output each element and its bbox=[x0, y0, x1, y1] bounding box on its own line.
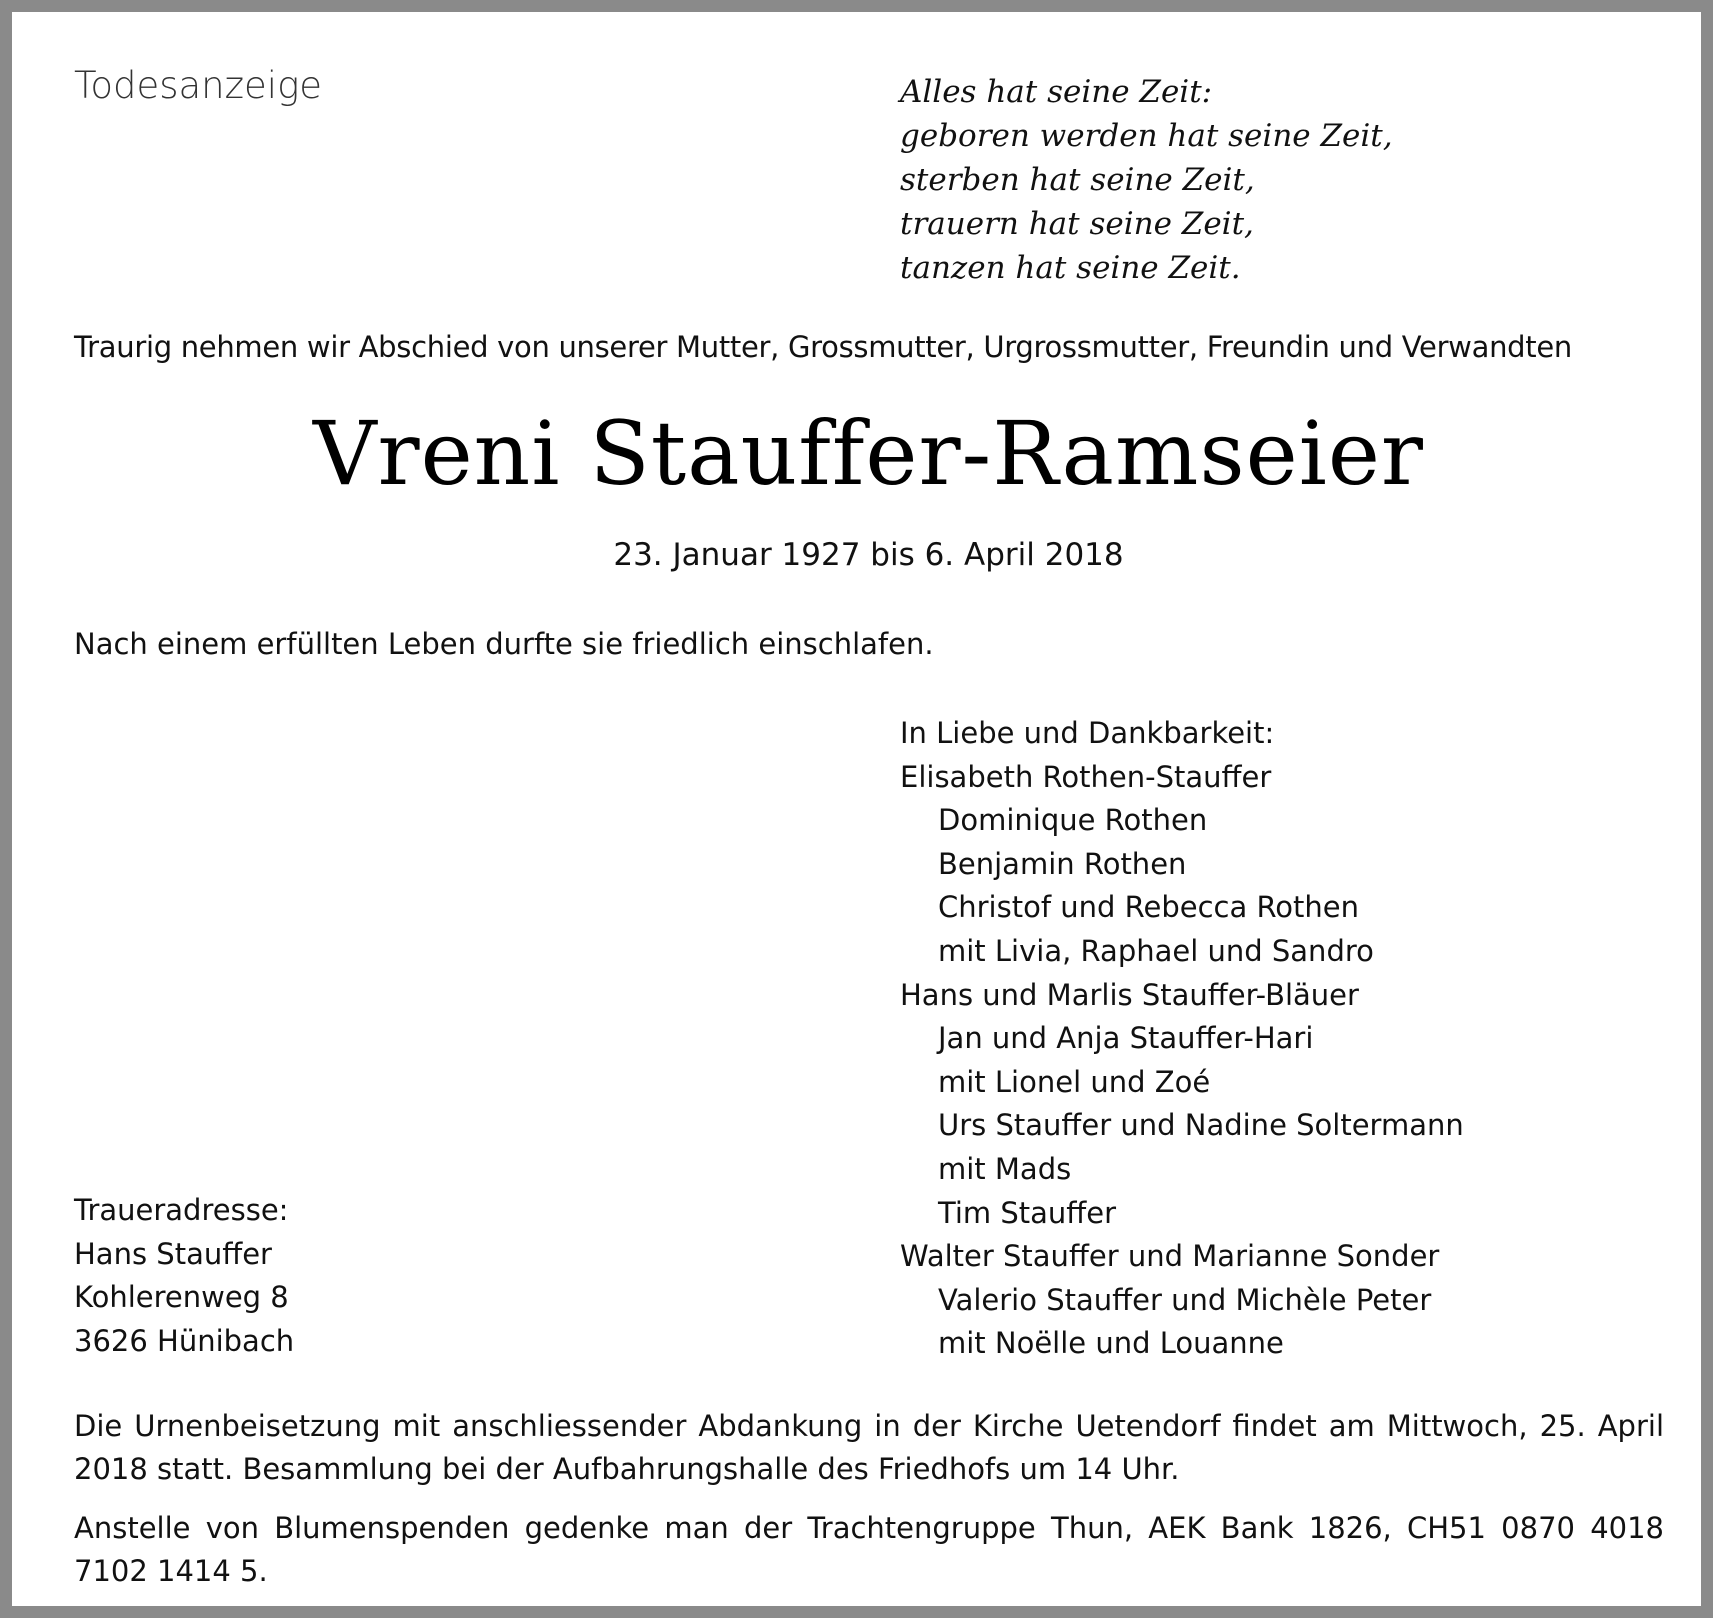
mourner-entry: mit Noëlle und Louanne bbox=[938, 1326, 1284, 1361]
mourner-entry: mit Mads bbox=[938, 1151, 1072, 1186]
poem-line: tanzen hat seine Zeit. bbox=[900, 250, 1241, 286]
mourner-entry: mit Livia, Raphael und Sandro bbox=[938, 933, 1374, 968]
poem bbox=[900, 70, 1393, 290]
poem-line: trauern hat seine Zeit, bbox=[900, 206, 1254, 242]
mourners-list bbox=[900, 712, 1464, 1366]
mourner-entry: Christof und Rebecca Rothen bbox=[938, 890, 1360, 925]
life-dates: 23. Januar 1927 bis 6. April 2018 bbox=[613, 537, 1124, 573]
deceased-name: Vreni Stauffer-Ramseier bbox=[312, 402, 1424, 505]
mourner-entry: Valerio Stauffer und Michèle Peter bbox=[938, 1282, 1432, 1317]
mourner-entry: Dominique Rothen bbox=[938, 803, 1208, 838]
intro-text: Traurig nehmen wir Abschied von unserer Mutter, Grossmutter, Urgrossmutter, Freundin und Verwandten bbox=[74, 330, 1572, 364]
life-statement: Nach einem erfüllten Leben durfte sie friedlich einschlafen. bbox=[74, 627, 934, 661]
notice-label: Todesanzeige bbox=[74, 64, 323, 107]
donation-notice: Anstelle von Blumenspenden gedenke man der Trachtengruppe Thun, AEK Bank 1826, CH51 0870 4018 7102 1414 5. bbox=[74, 1511, 1664, 1588]
mourner-entry: Elisabeth Rothen-Stauffer bbox=[900, 759, 1272, 794]
address-name: Hans Stauffer bbox=[74, 1236, 272, 1271]
mourner-entry: Tim Stauffer bbox=[938, 1195, 1117, 1230]
mourner-entry: mit Lionel und Zoé bbox=[938, 1064, 1211, 1099]
address-city: 3626 Hünibach bbox=[74, 1323, 295, 1358]
poem-line: Alles hat seine Zeit: bbox=[900, 74, 1213, 110]
ceremony-notice: Die Urnenbeisetzung mit anschliessender Abdankung in der Kirche Uetendorf findet am Mittwoch, 25. April 2018 statt. Besammlung bei der Aufbahrungshalle des Friedhofs um 14 Uhr. bbox=[74, 1409, 1664, 1486]
poem-line: sterben hat seine Zeit, bbox=[900, 162, 1255, 198]
address-heading: Traueradresse: bbox=[74, 1193, 289, 1227]
mourners-heading: In Liebe und Dankbarkeit: bbox=[900, 716, 1275, 750]
poem-line: geboren werden hat seine Zeit, bbox=[900, 118, 1393, 154]
mourner-entry: Benjamin Rothen bbox=[938, 846, 1187, 881]
mourner-entry: Urs Stauffer und Nadine Soltermann bbox=[938, 1108, 1464, 1143]
mourning-address bbox=[74, 1189, 294, 1363]
mourner-entry: Hans und Marlis Stauffer-Bläuer bbox=[900, 977, 1359, 1012]
mourner-entry: Walter Stauffer und Marianne Sonder bbox=[900, 1239, 1440, 1274]
address-street: Kohlerenweg 8 bbox=[74, 1280, 289, 1315]
mourner-entry: Jan und Anja Stauffer-Hari bbox=[938, 1021, 1314, 1056]
